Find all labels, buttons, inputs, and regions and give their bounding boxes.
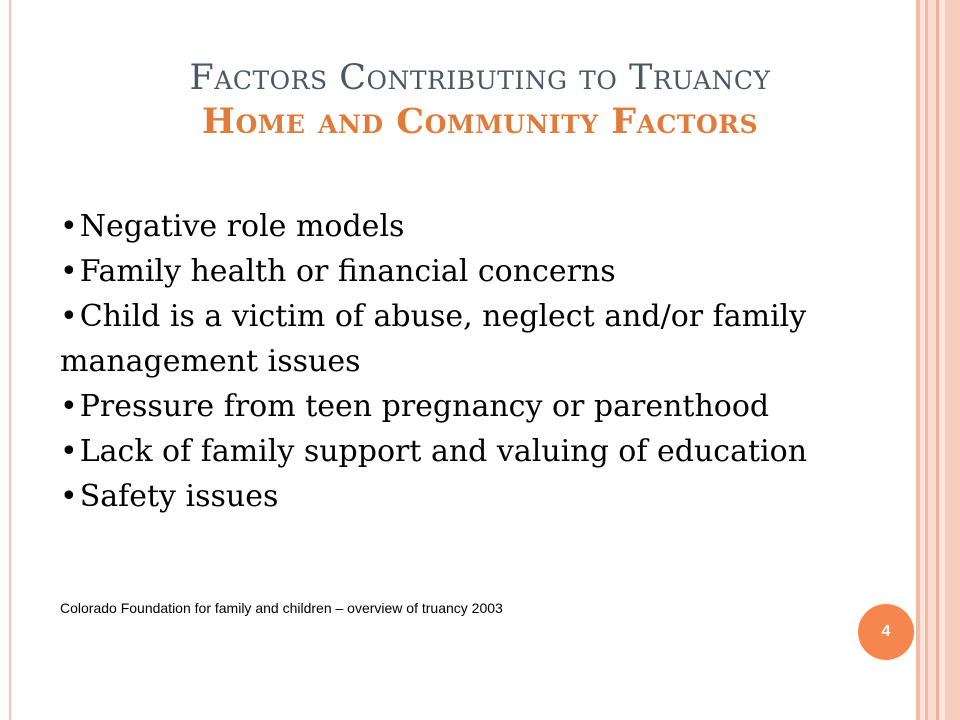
left-frame-line [9,0,11,720]
stripe [945,0,960,720]
bullet-item: • Safety issues [60,474,860,519]
bullet-item: • Child is a victim of abuse, neglect and/or family management issues [60,294,860,384]
bullet-list [60,204,860,519]
stripe [928,0,936,720]
bullet-item: • Negative role models [60,204,860,249]
title-subtitle: Home and Community Factors [201,101,759,142]
source-citation: Colorado Foundation for family and children – overview of truancy 2003 [60,600,503,616]
right-decorative-stripes [916,0,960,720]
bullet-item: • Family health or financial concerns [60,249,860,294]
slide-title [60,56,900,144]
bullet-item: • Pressure from teen pregnancy or parenthood [60,384,860,429]
title-main: Factors Contributing to Truancy [189,58,771,98]
page-number-badge: 4 [858,604,914,660]
bullet-item: • Lack of family support and valuing of education [60,429,860,474]
